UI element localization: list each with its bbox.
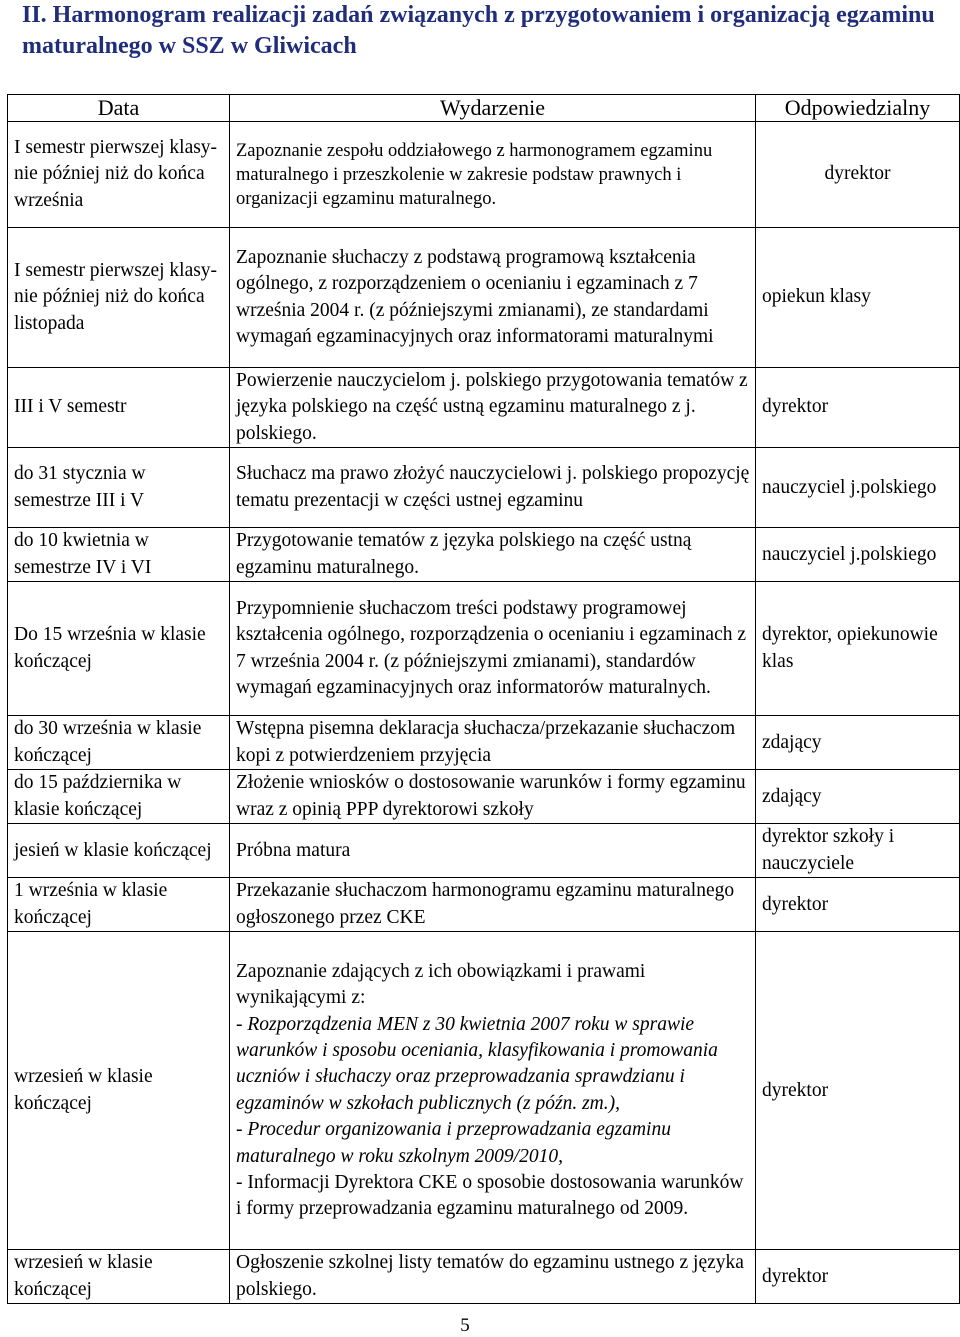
row-event: Przypomnienie słuchaczom treści podstawy programowej kształcenia ogólnego, rozporządzenia o ocenianiu i egzaminach z 7 września 2004 r. (z późniejszymi zmianami), standardów wymagań egzaminacyjnych oraz informatorów maturalnych.	[230, 582, 756, 716]
page-number: 5	[460, 1315, 470, 1336]
row-responsible: dyrektor, opiekunowie klas	[756, 582, 960, 716]
row-date: do 15 października w klasie kończącej	[8, 770, 230, 824]
row-date: wrzesień w klasie kończącej	[8, 1250, 230, 1304]
row-responsible: dyrektor szkoły i nauczyciele	[756, 824, 960, 878]
table-row	[8, 582, 960, 716]
row-responsible: dyrektor	[756, 368, 960, 448]
row-date: jesień w klasie kończącej	[8, 824, 230, 878]
row-date: Do 15 września w klasie kończącej	[8, 582, 230, 716]
row-event: Złożenie wniosków o dostosowanie warunków i formy egzaminu wraz z opinią PPP dyrektorowi szkoły	[230, 770, 756, 824]
table-header-row	[8, 95, 960, 122]
table-row	[8, 878, 960, 932]
row-event: Zapoznanie zespołu oddziałowego z harmonogramem egzaminu maturalnego i przeszkolenie w zakresie podstaw prawnych i organizacji egzaminu maturalnego.	[230, 122, 756, 228]
row-date: III i V semestr	[8, 368, 230, 448]
column-header-responsible: Odpowiedzialny	[756, 95, 960, 122]
event-item-regulation: Rozporządzenia MEN z 30 kwietnia 2007 roku w sprawie warunków i sposobu oceniania, klasyfikowania i promowania uczniów i słuchaczy oraz przeprowadzania sprawdzianu i egzaminów w szkołach publicznych (z późn. zm.),	[236, 1013, 718, 1114]
column-header-event: Wydarzenie	[230, 95, 756, 122]
row-date: do 30 września w klasie kończącej	[8, 716, 230, 770]
row-event: Próbna matura	[230, 824, 756, 878]
row-responsible: dyrektor	[756, 122, 960, 228]
column-header-date: Data	[8, 95, 230, 122]
row-event: Słuchacz ma prawo złożyć nauczycielowi j. polskiego propozycję tematu prezentacji w części ustnej egzaminu	[230, 448, 756, 528]
row-responsible: dyrektor	[756, 932, 960, 1250]
row-date: do 10 kwietnia w semestrze IV i VI	[8, 528, 230, 582]
table-row	[8, 122, 960, 228]
row-responsible: opiekun klasy	[756, 228, 960, 368]
row-date: I semestr pierwszej klasy- nie później niż do końca września	[8, 122, 230, 228]
event-item-information: - Informacji Dyrektora CKE o sposobie dostosowania warunków i formy przeprowadzania egzaminu maturalnego od 2009.	[236, 1171, 744, 1220]
schedule-table	[7, 94, 960, 1304]
row-event: Wstępna pisemna deklaracja słuchacza/przekazanie słuchaczom kopi z potwierdzeniem przyjęcia	[230, 716, 756, 770]
row-responsible: dyrektor	[756, 878, 960, 932]
table-row	[8, 716, 960, 770]
table-row	[8, 824, 960, 878]
event-item-procedures: Procedur organizowania i przeprowadzania egzaminu maturalnego w roku szkolnym 2009/2010,	[236, 1119, 671, 1167]
row-responsible: zdający	[756, 770, 960, 824]
row-date: I semestr pierwszej klasy- nie później niż do końca listopada	[8, 228, 230, 368]
table-row	[8, 1250, 960, 1304]
row-event: Powierzenie nauczycielom j. polskiego przygotowania tematów z języka polskiego na część ustną egzaminu maturalnego z j. polskiego.	[230, 368, 756, 448]
event-item-prefix: -	[236, 1013, 248, 1035]
table-row	[8, 932, 960, 1250]
table-row	[8, 228, 960, 368]
row-date: wrzesień w klasie kończącej	[8, 932, 230, 1250]
row-responsible: dyrektor	[756, 1250, 960, 1304]
document-title: II. Harmonogram realizacji zadań związanych z przygotowaniem i organizacją egzaminu maturalnego w SSZ w Gliwicach	[22, 2, 935, 59]
row-event: Przekazanie słuchaczom harmonogramu egzaminu maturalnego ogłoszonego przez CKE	[230, 878, 756, 932]
row-responsible: nauczyciel j.polskiego	[756, 528, 960, 582]
table-row	[8, 528, 960, 582]
table-row	[8, 368, 960, 448]
row-date: do 31 stycznia w semestrze III i V	[8, 448, 230, 528]
row-date: 1 września w klasie kończącej	[8, 878, 230, 932]
table-row	[8, 770, 960, 824]
row-event: Przygotowanie tematów z języka polskiego na część ustną egzaminu maturalnego.	[230, 528, 756, 582]
event-intro: Zapoznanie zdających z ich obowiązkami i prawami wynikającymi z:	[236, 960, 646, 1009]
table-row	[8, 448, 960, 528]
row-event: Zapoznanie słuchaczy z podstawą programową kształcenia ogólnego, z rozporządzeniem o ocenianiu i egzaminach z 7 września 2004 r. (z późniejszymi zmianami), ze standardami wymagań egzaminacyjnych oraz informatorami maturalnymi	[230, 228, 756, 368]
row-responsible: nauczyciel j.polskiego	[756, 448, 960, 528]
event-item-prefix: -	[236, 1119, 248, 1141]
row-event: Ogłoszenie szkolnej listy tematów do egzaminu ustnego z języka polskiego.	[230, 1250, 756, 1304]
row-event	[230, 932, 756, 1250]
row-responsible: zdający	[756, 716, 960, 770]
